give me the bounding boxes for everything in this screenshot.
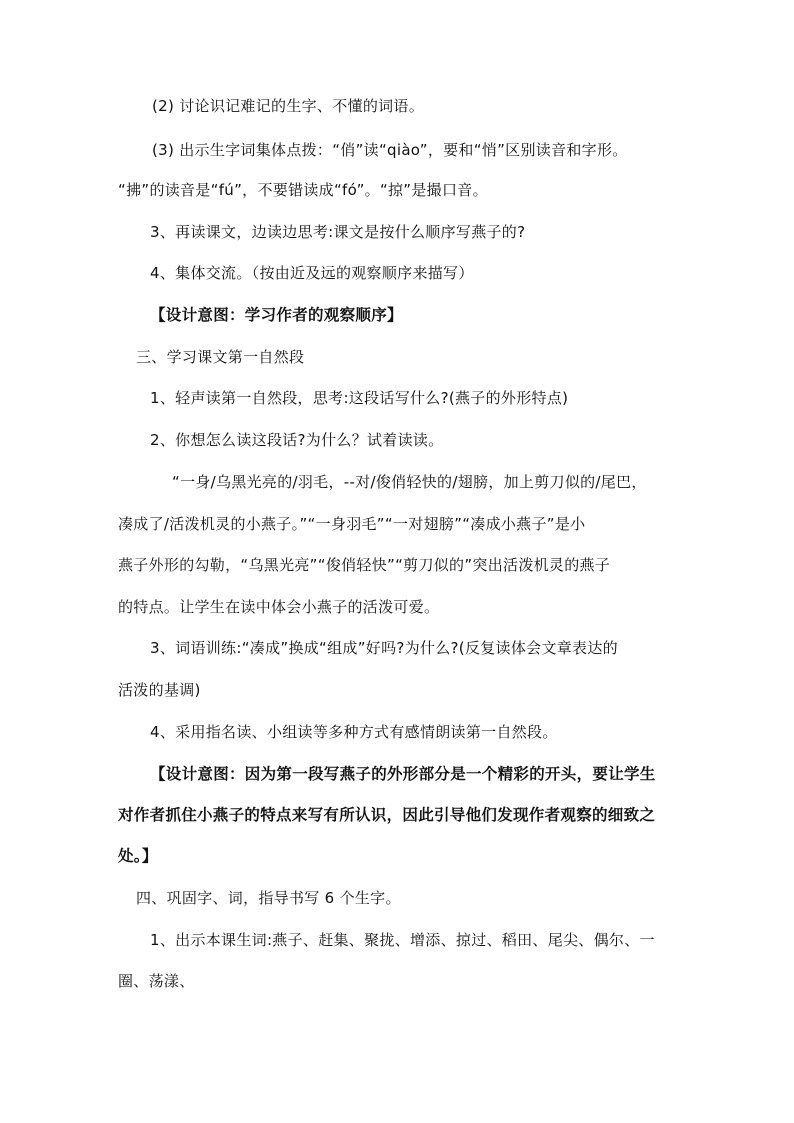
- text-line-word-training: 3、词语训练:“凑成”换成“组成”好吗?为什么?(反复读体会文章表达的: [150, 639, 618, 657]
- quoted-passage-line-2: 凑成了/活泼机灵的小燕子。”“一身羽毛”“一对翅膀”“凑成小燕子”是小: [118, 515, 586, 533]
- analysis-line-2: 的特点。让学生在读中体会小燕子的活泼可爱。: [118, 598, 440, 616]
- design-intent-heading-2-line-1: 【设计意图：因为第一段写燕子的外形部分是一个精彩的开头，要让学生: [150, 765, 656, 783]
- text-line-discuss: (2) 讨论识记难记的生字、不懂的词语。: [152, 97, 425, 115]
- text-line-exchange: 4、集体交流。（按由近及远的观察顺序来描写）: [150, 264, 474, 282]
- text-line-show-vocab: 1、出示本课生词:燕子、赶集、聚拢、增添、掠过、稻田、尾尖、偶尔、一: [150, 931, 655, 949]
- text-line-word-training-cont: 活泼的基调): [118, 681, 201, 699]
- text-line-show-vocab-cont: 圈、荡漾、: [118, 972, 195, 990]
- quoted-passage-line-1: “一身/乌黑光亮的/羽毛，--对/俊俏轻快的/翅膀，加上剪刀似的/尾巴，: [172, 473, 647, 491]
- analysis-line-1: 燕子外形的勾勒，“乌黑光亮”“俊俏轻快”“剪刀似的”突出活泼机灵的燕子: [118, 556, 611, 574]
- text-line-show-words: (3) 出示生字词集体点拨：“俏”读“qiào”，要和“悄”区别读音和字形。: [152, 141, 628, 159]
- design-intent-heading-2-line-3: 处。】: [118, 847, 158, 865]
- design-intent-heading-1: 【设计意图：学习作者的观察顺序】: [150, 306, 403, 324]
- design-intent-heading-2-line-2: 对作者抓住小燕子的特点来写有所认识，因此引导他们发现作者观察的细致之: [118, 806, 656, 824]
- text-line-reading-methods: 4、采用指名读、小组读等多种方式有感情朗读第一自然段。: [150, 723, 558, 741]
- text-line-how-to-read: 2、你想怎么读这段话?为什么？试着读读。: [150, 431, 444, 449]
- text-line-pronunciation: “拂”的读音是“fú”，不要错读成“fó”。“掠”是撮口音。: [118, 181, 488, 199]
- text-line-read-softly: 1、轻声读第一自然段，思考:这段话写什么?(燕子的外形特点): [150, 389, 569, 407]
- section-heading-3: 三、学习课文第一自然段: [136, 348, 305, 366]
- section-heading-4: 四、巩固字、词，指导书写 6 个生字。: [136, 889, 401, 907]
- text-line-reread: 3、再读课文，边读边思考:课文是按什么顺序写燕子的?: [150, 223, 526, 241]
